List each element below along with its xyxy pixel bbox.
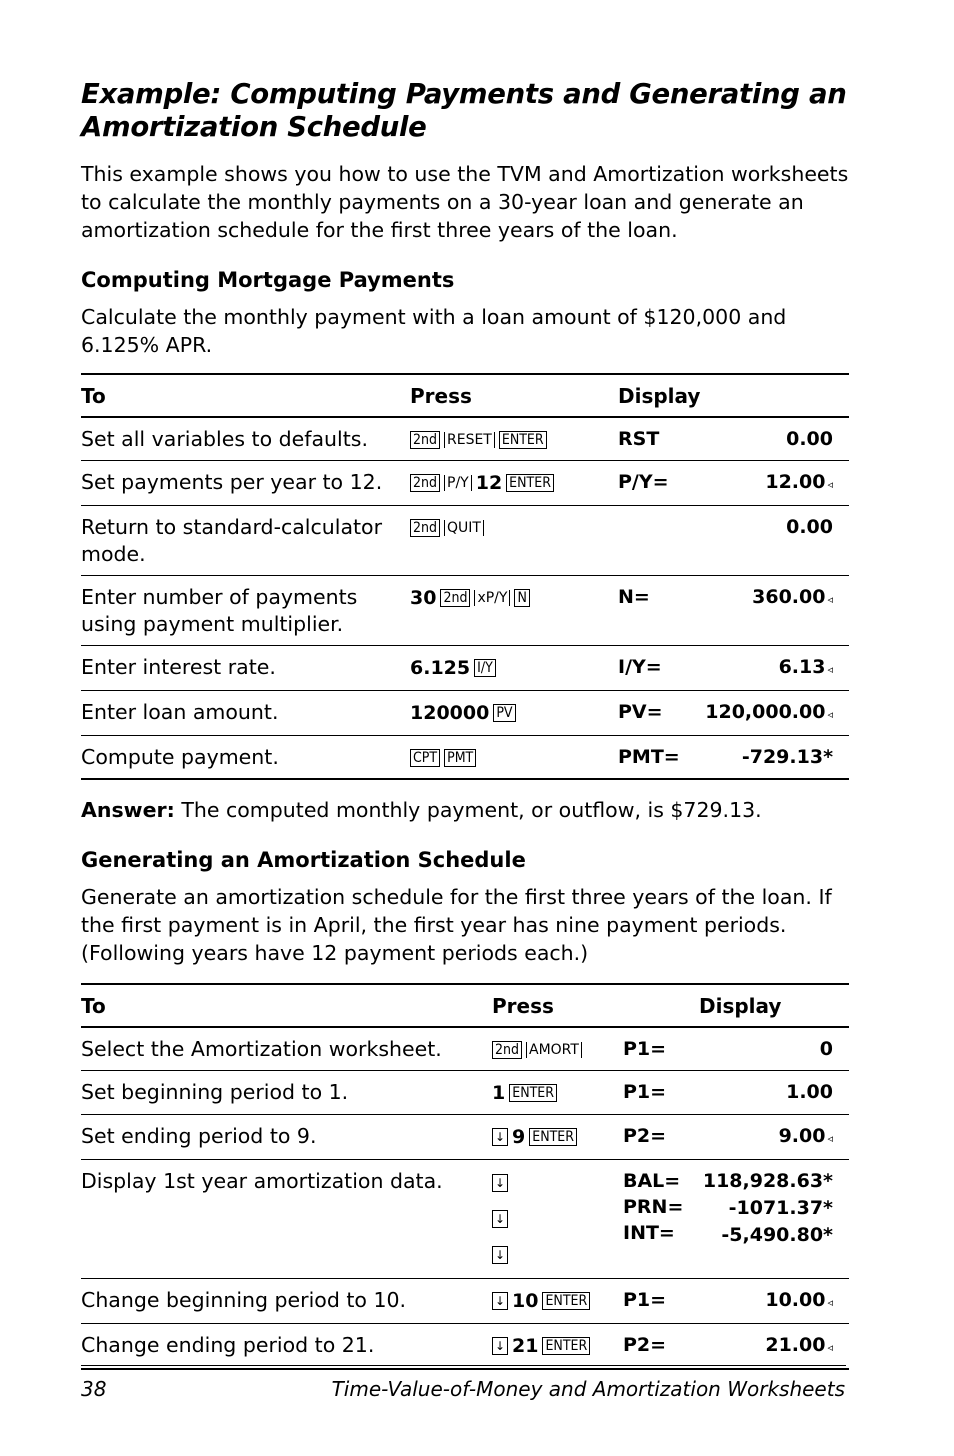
row-value: 120,000.00 ◃ [687, 691, 849, 736]
key-enter: ENTER [499, 431, 547, 449]
row-label: BAL= PRN= INT= [623, 1160, 697, 1279]
key-reset: RESET [444, 432, 495, 448]
entry-number: 120000 [410, 702, 490, 724]
key-2nd: 2nd [410, 431, 440, 449]
row-label: P2= [623, 1324, 697, 1370]
table-row [81, 691, 849, 736]
key-pv: PV [493, 704, 515, 722]
row-value: 6.13 ◃ [687, 646, 849, 691]
indicator-icon: ◃ [827, 708, 833, 721]
row-label: P1= [623, 1071, 697, 1115]
row-value: 10.00 ◃ [697, 1279, 849, 1324]
page-title: Example: Computing Payments and Generating an Amortization Schedule [81, 78, 847, 143]
row-press [410, 576, 618, 646]
col-display: Display [623, 984, 849, 1027]
row-to: Change ending period to 21. [81, 1324, 492, 1370]
row-to: Enter interest rate. [81, 646, 410, 691]
row-value: 21.00 ◃ [697, 1324, 849, 1370]
col-to: To [81, 984, 492, 1027]
row-press [492, 1027, 623, 1071]
col-press: Press [492, 984, 623, 1027]
row-press [492, 1115, 623, 1160]
row-press [410, 506, 618, 576]
key-amort: AMORT [526, 1042, 582, 1058]
down-arrow-icon: ↓ [492, 1128, 508, 1146]
key-2nd: 2nd [410, 519, 440, 537]
key-quit: QUIT [444, 520, 484, 536]
row-to: Display 1st year amortization data. [81, 1160, 492, 1279]
key-2nd: 2nd [410, 474, 440, 492]
row-label: P/Y= [618, 461, 687, 506]
col-display: Display [618, 374, 849, 417]
row-to: Set ending period to 9. [81, 1115, 492, 1160]
entry-number: 30 [410, 587, 437, 609]
table-row [81, 736, 849, 780]
table-row [81, 1324, 849, 1370]
answer-label: Answer: [81, 798, 175, 822]
indicator-icon: ◃ [827, 478, 833, 491]
down-arrow-icon: ↓ [492, 1174, 508, 1192]
row-label: I/Y= [618, 646, 687, 691]
intro-paragraph: This example shows you how to use the TVM and Amortization worksheets to calculate the monthly payments on a 30-year loan and generate an amortization schedule for the first three years of the loan. [81, 162, 849, 242]
entry-number: 6.125 [410, 657, 471, 679]
key-enter: ENTER [542, 1292, 590, 1310]
row-value: 0 [697, 1027, 849, 1071]
row-value: 0.00 [687, 417, 849, 461]
down-arrow-icon: ↓ [492, 1210, 508, 1228]
row-label: PMT= [618, 736, 687, 780]
row-to: Set payments per year to 12. [81, 461, 410, 506]
table-header-row [81, 984, 849, 1027]
table-row [81, 1071, 849, 1115]
row-press [410, 736, 618, 780]
col-to: To [81, 374, 410, 417]
indicator-icon: ◃ [827, 663, 833, 676]
row-press [410, 417, 618, 461]
key-pmt: PMT [444, 749, 476, 767]
row-to: Set beginning period to 1. [81, 1071, 492, 1115]
row-label: PV= [618, 691, 687, 736]
row-to: Enter number of payments using payment multiplier. [81, 576, 410, 646]
answer-paragraph [81, 796, 849, 824]
row-label: P2= [623, 1115, 697, 1160]
mortgage-heading: Computing Mortgage Payments [81, 268, 455, 292]
key-n: N [514, 589, 529, 607]
entry-number: 9 [512, 1126, 526, 1148]
table-row [81, 1027, 849, 1071]
row-label: N= [618, 576, 687, 646]
col-press: Press [410, 374, 618, 417]
table-row [81, 506, 849, 576]
table-row [81, 576, 849, 646]
indicator-icon: ◃ [827, 1132, 833, 1145]
entry-number: 10 [512, 1290, 539, 1312]
table-header-row [81, 374, 849, 417]
table-row [81, 461, 849, 506]
amortization-heading: Generating an Amortization Schedule [81, 848, 526, 872]
row-label: P1= [623, 1279, 697, 1324]
key-xpy: xP/Y [474, 590, 510, 606]
indicator-icon: ◃ [827, 1296, 833, 1309]
row-press [410, 461, 618, 506]
row-value: 118,928.63* -1071.37* -5,490.80* [697, 1160, 849, 1279]
key-enter: ENTER [509, 1084, 557, 1102]
amortization-description: Generate an amortization schedule for the first three years of the loan. If the first payment is in April, the first year has nine payment periods. (Following years have 12 payment periods each.) [81, 885, 832, 965]
chapter-title: Time-Value-of-Money and Amortization Worksheets [331, 1377, 845, 1401]
row-label [618, 506, 687, 576]
down-arrow-icon: ↓ [492, 1337, 508, 1355]
indicator-icon: ◃ [827, 1341, 833, 1354]
page-number: 38 [81, 1377, 107, 1401]
mortgage-table [81, 373, 849, 780]
row-to: Change beginning period to 10. [81, 1279, 492, 1324]
row-value: 0.00 [687, 506, 849, 576]
row-to: Compute payment. [81, 736, 410, 780]
key-py: P/Y [444, 475, 472, 491]
entry-number: 12 [475, 472, 503, 494]
row-to: Return to standard-calculator mode. [81, 506, 410, 576]
key-enter: ENTER [529, 1128, 577, 1146]
key-cpt: CPT [410, 749, 440, 767]
down-arrow-icon: ↓ [492, 1292, 508, 1310]
key-enter: ENTER [506, 474, 554, 492]
mortgage-description: Calculate the monthly payment with a loan amount of $120,000 and 6.125% APR. [81, 305, 787, 357]
key-iy: I/Y [474, 659, 496, 677]
page-content [81, 78, 849, 1370]
row-to: Select the Amortization worksheet. [81, 1027, 492, 1071]
amortization-table [81, 983, 849, 1370]
footer-divider [81, 1365, 846, 1366]
table-row [81, 646, 849, 691]
row-press [492, 1324, 623, 1370]
row-label: RST [618, 417, 687, 461]
entry-number: 21 [512, 1335, 539, 1357]
row-value: 9.00 ◃ [697, 1115, 849, 1160]
table-row [81, 1279, 849, 1324]
row-value: 1.00 [697, 1071, 849, 1115]
row-value: -729.13* [687, 736, 849, 780]
table-row [81, 1115, 849, 1160]
table-row [81, 1160, 849, 1279]
key-2nd: 2nd [440, 589, 470, 607]
row-to: Set all variables to defaults. [81, 417, 410, 461]
indicator-icon: ◃ [827, 593, 833, 606]
row-press [492, 1160, 623, 1279]
entry-number: 1 [492, 1082, 506, 1104]
key-enter: ENTER [542, 1337, 590, 1355]
row-press [410, 646, 618, 691]
answer-text: The computed monthly payment, or outflow, is $729.13. [181, 798, 762, 822]
down-arrow-icon: ↓ [492, 1246, 508, 1264]
row-press [492, 1279, 623, 1324]
row-press [492, 1071, 623, 1115]
row-value: 12.00 ◃ [687, 461, 849, 506]
row-to: Enter loan amount. [81, 691, 410, 736]
row-value: 360.00 ◃ [687, 576, 849, 646]
key-2nd: 2nd [492, 1041, 522, 1059]
table-row [81, 417, 849, 461]
row-press [410, 691, 618, 736]
row-label: P1= [623, 1027, 697, 1071]
